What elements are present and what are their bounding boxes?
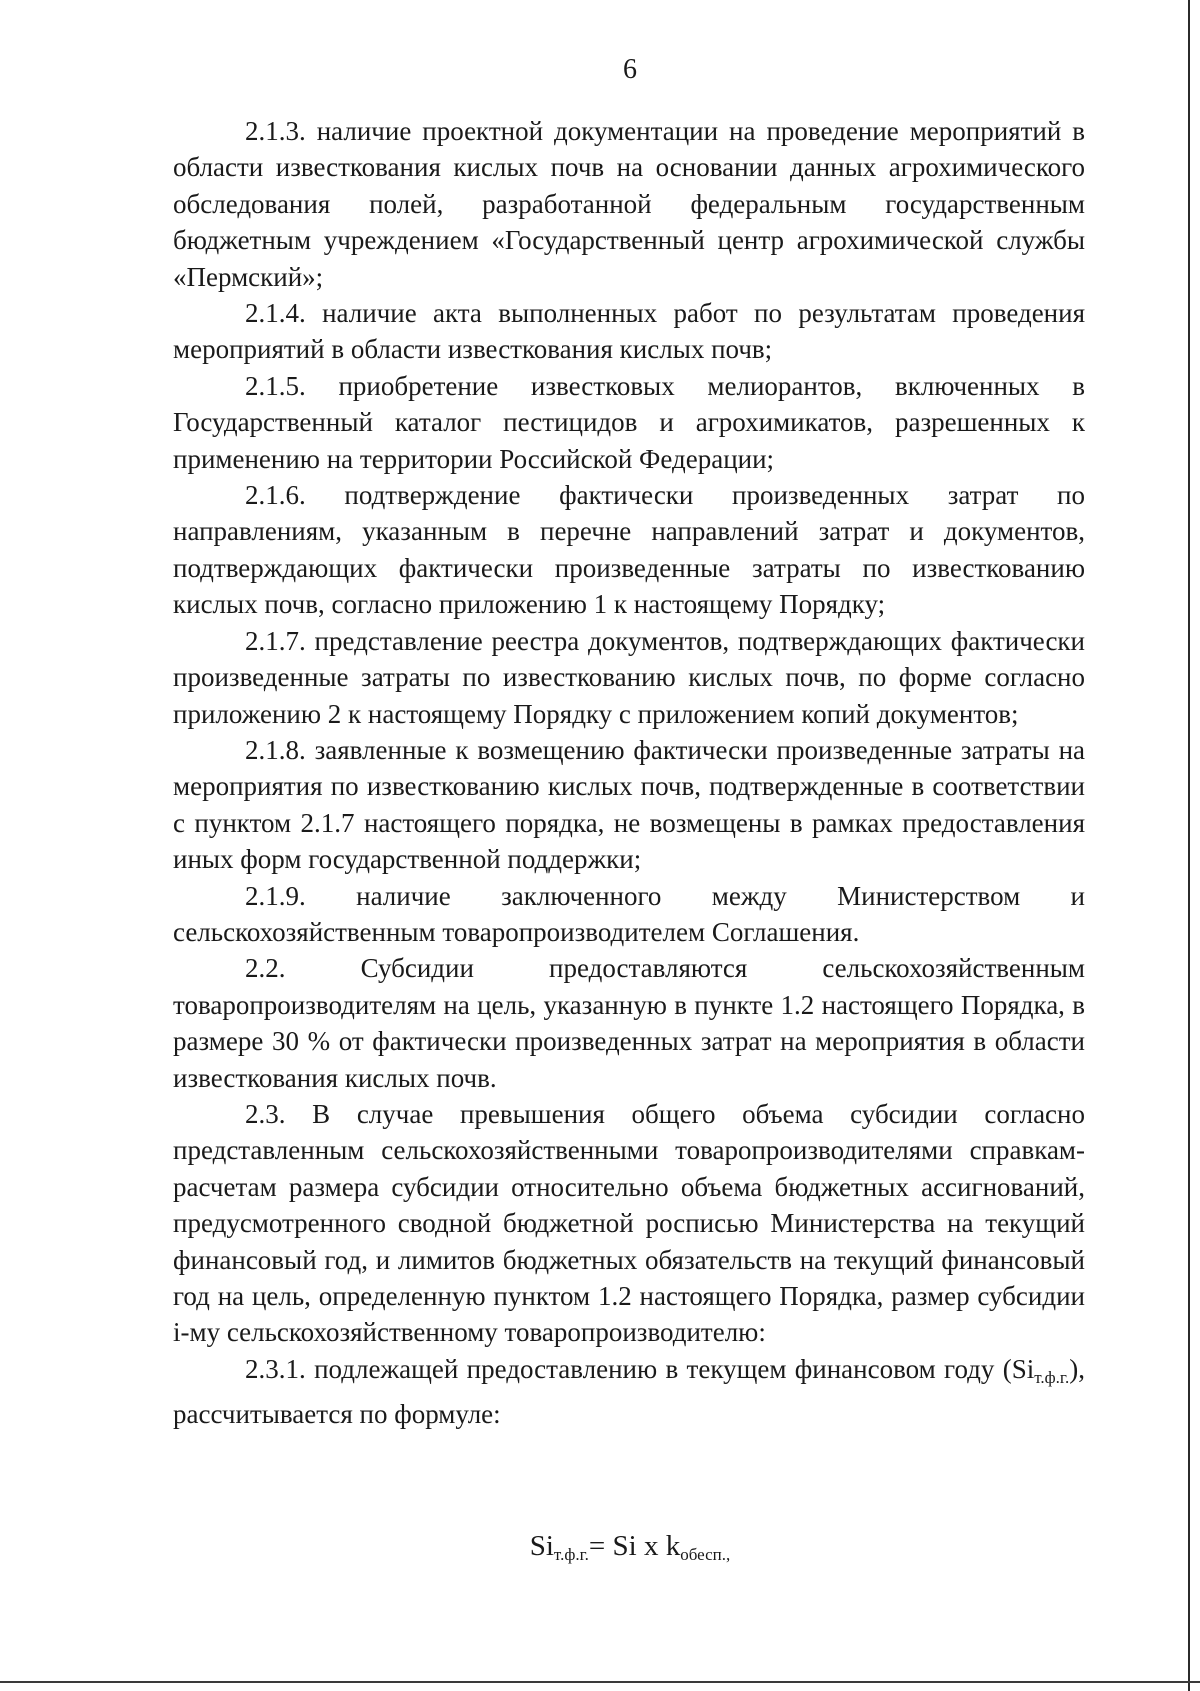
paragraph-2-1-8: 2.1.8. заявленные к возмещению фактически произведенные затраты на мероприятия по известкованию кислых почв, подтвержденные в соответствии с пунктом 2.1.7 настоящего порядка, не возмещены в рамках предоставления иных форм государственной поддержки; <box>173 734 1085 875</box>
paragraph-2-2: 2.2. Субсидии предоставляются сельскохозяйственным товаропроизводителям на цель, указанную в пункте 1.2 настоящего Порядка, в размере 30 % от фактически произведенных затрат на мероприятия в области известкования кислых почв. <box>173 953 1085 1093</box>
paragraph-2-1-9: 2.1.9. наличие заключенного между Министерством и сельскохозяйственным товаропроизводителем Соглашения. <box>173 880 1085 947</box>
paragraph-2-3-1-text-after: ), рассчитывается по формуле: <box>173 1353 1085 1430</box>
formula <box>0 1526 1200 1575</box>
paragraph-2-3-1-subscript: т.ф.г. <box>1034 1367 1070 1387</box>
document-body <box>173 113 1085 1433</box>
formula-middle: = Si x k <box>588 1530 681 1562</box>
formula-left: Si <box>529 1530 554 1562</box>
scan-edge-bottom <box>0 1681 1200 1683</box>
paragraph-2-1-4: 2.1.4. наличие акта выполненных работ по результатам проведения мероприятий в области известкования кислых почв; <box>173 298 1085 365</box>
formula-left-subscript: т.ф.г. <box>553 1545 589 1564</box>
paragraph-2-1-3: 2.1.3. наличие проектной документации на проведение мероприятий в области известкования кислых почв на основании данных агрохимического обследования полей, разработанной федеральным государственным бюджетным учреждением «Государственный центр агрохимической службы «Пермский»; <box>173 116 1085 292</box>
formula-right-subscript: обесп., <box>680 1545 731 1564</box>
paragraph-2-1-6: 2.1.6. подтверждение фактически произведенных затрат по направлениям, указанным в перечне направлений затрат и документов, подтверждающих фактически произведенные затраты по известкованию кислых почв, согласно приложению 1 к настоящему Порядку; <box>173 480 1085 620</box>
paragraph-2-1-7: 2.1.7. представление реестра документов, подтверждающих фактически произведенные затраты по известкованию кислых почв, по форме согласно приложению 2 к настоящему Порядку с приложением копий документов; <box>173 625 1085 729</box>
paragraph-2-3-1-text-before: 2.3.1. подлежащей предоставлению в текущем финансовом году (Si <box>245 1353 1035 1384</box>
paragraph-2-3-1 <box>173 1351 1085 1433</box>
paragraph-2-1-5: 2.1.5. приобретение известковых мелиорантов, включенных в Государственный каталог пестицидов и агрохимикатов, разрешенных к применению на территории Российской Федерации; <box>173 370 1085 474</box>
paragraph-2-3: 2.3. В случае превышения общего объема субсидии согласно представленным сельскохозяйственными товаропроизводителями справкам-расчетам размера субсидии относительно объема бюджетных ассигнований, предусмотренного сводной бюджетной росписью Министерства на текущий финансовый год, и лимитов бюджетных обязательств на текущий финансовый год на цель, определенную пунктом 1.2 настоящего Порядка, размер субсидии i-му сельскохозяйственному товаропроизводителю: <box>173 1098 1085 1348</box>
scan-edge-right <box>1188 0 1190 1691</box>
page-number: 6 <box>623 54 637 85</box>
